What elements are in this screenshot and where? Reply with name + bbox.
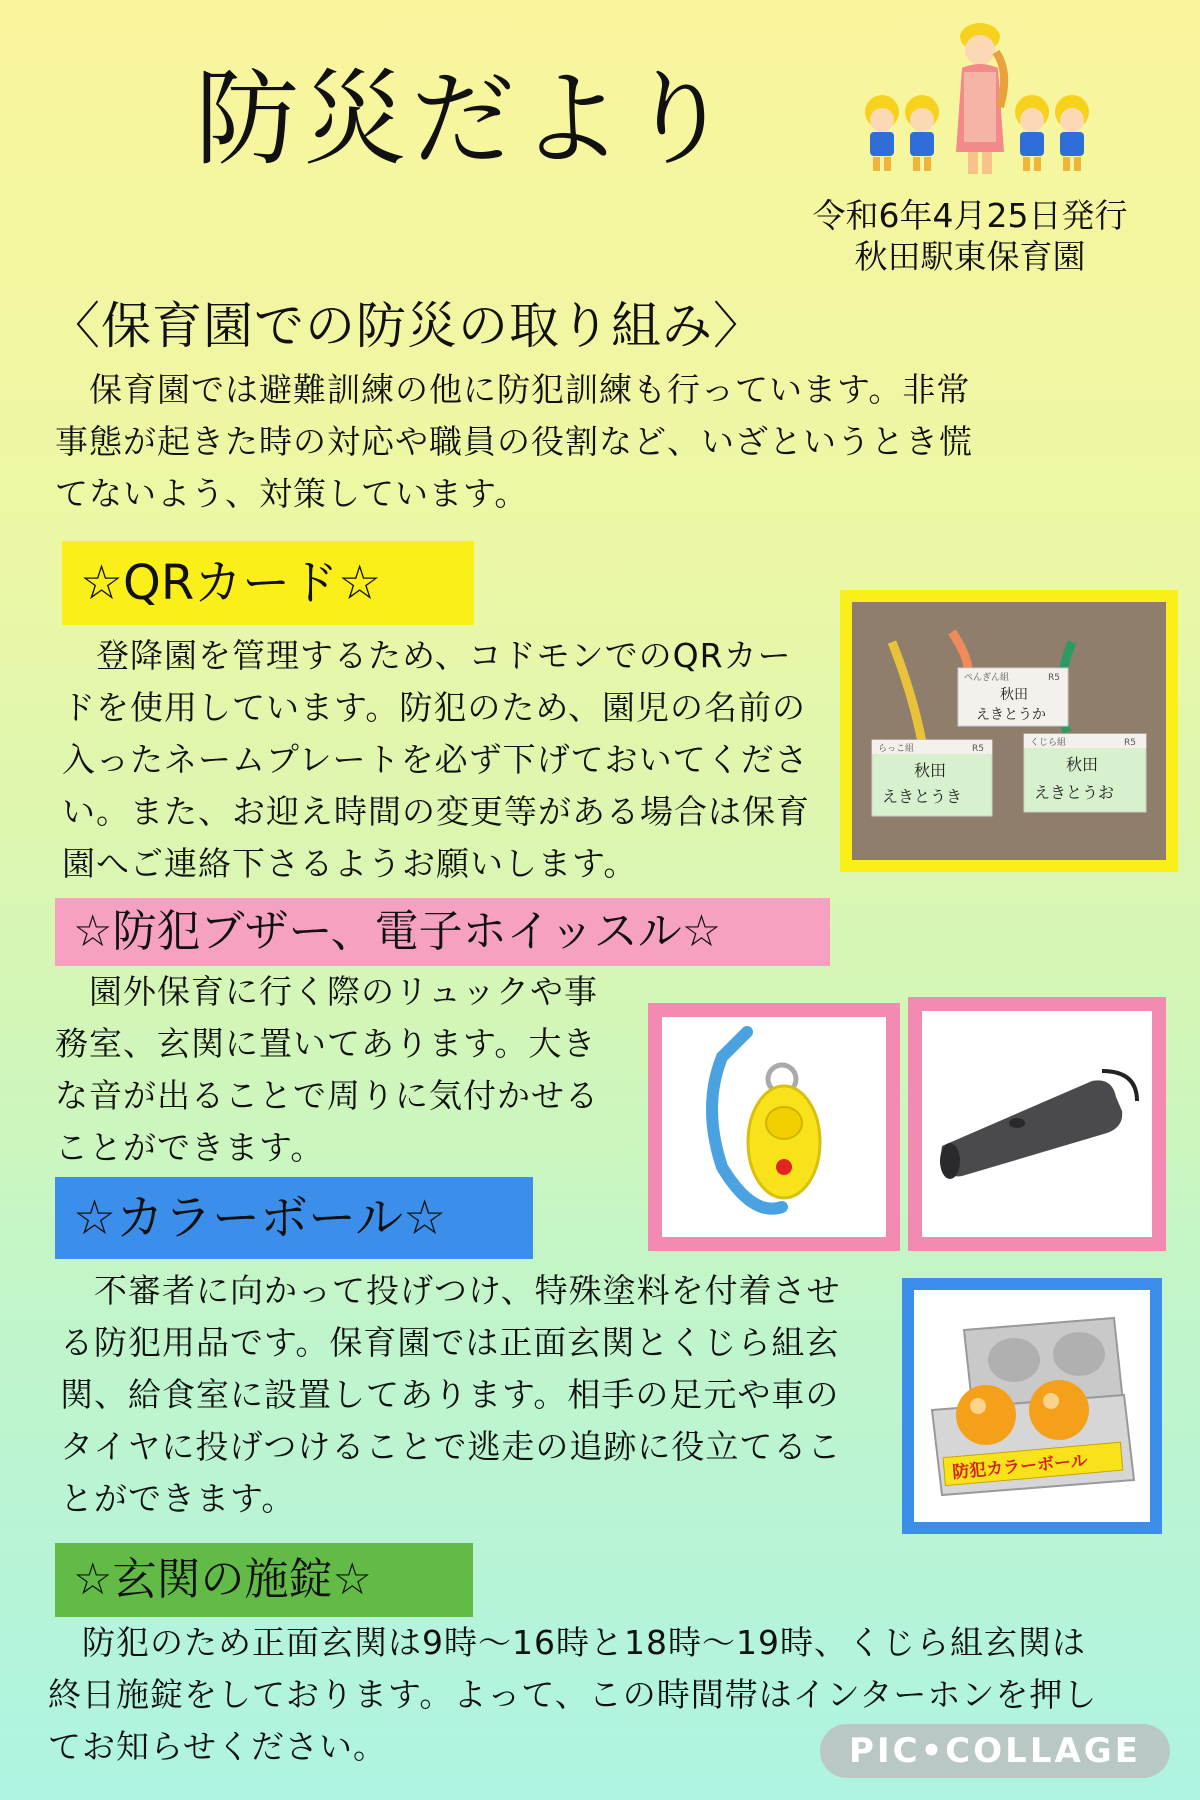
page-title: 防災だより (195, 58, 736, 180)
qr-line: 登降園を管理するため、コドモンでのQRカー (62, 636, 792, 675)
children-illustration (860, 12, 1100, 187)
qr-card-heading: ☆QRカード☆ (62, 541, 474, 625)
electronic-whistle-photo (908, 997, 1166, 1251)
issue-date: 令和6年4月25日発行 (812, 196, 1128, 235)
intro-heading: 〈保育園での防災の取り組み〉 (50, 297, 764, 355)
tag-name: 秋田 (1000, 687, 1028, 703)
color-ball-heading: ☆カラーボール☆ (55, 1177, 533, 1259)
issue-info (790, 195, 1150, 278)
colorball-line: タイヤに投げつけることで逃走の追跡に役立てるこ (60, 1427, 842, 1466)
tag-class-label: くじら組 (1030, 738, 1067, 748)
intro-paragraph (55, 364, 1115, 520)
qr-line: 入ったネームプレートを必ず下げておいてくださ (62, 740, 809, 779)
buzzer-line: ことができます。 (55, 1128, 325, 1167)
tag-name: 秋田 (1066, 755, 1099, 774)
name-tag-photo (840, 590, 1178, 872)
entrance-lock-heading: ☆玄関の施錠☆ (55, 1543, 473, 1617)
intro-line: てないよう、対策しています。 (55, 474, 529, 513)
buzzer-paragraph (55, 966, 655, 1174)
tag-class-label: ぺんぎん組 (964, 673, 1010, 683)
buzzer-line: な音が出ることで周りに気付かせる (55, 1076, 599, 1115)
lock-line: 終日施錠をしております。よって、この時間帯はインターホンを押し (48, 1675, 1098, 1714)
buzzer-heading: ☆防犯ブザー、電子ホイッスル☆ (55, 898, 830, 966)
buzzer-line: 務室、玄関に置いてあります。大き (55, 1024, 597, 1063)
tag-reading: えきとうか (976, 707, 1046, 723)
colorball-line: 関、給食室に設置してあります。相手の足元や車の (60, 1375, 840, 1414)
issuer-name: 秋田駅東保育園 (854, 237, 1086, 277)
tag-reading: えきとうき (882, 787, 963, 806)
qr-line: ドを使用しています。防犯のため、園児の名前の (62, 688, 807, 727)
tag-badge: R5 (1124, 738, 1136, 748)
tag-badge: R5 (1048, 673, 1060, 683)
qr-line: い。また、お迎え時間の変更等がある場合は保育 (62, 792, 810, 831)
color-ball-product-label: 防犯カラーボール (951, 1451, 1089, 1483)
tag-class-label: らっこ組 (878, 744, 915, 754)
intro-line: 保育園では避難訓練の他に防犯訓練も行っています。非常 (55, 370, 971, 409)
tag-badge: R5 (972, 744, 984, 754)
colorball-line: とができます。 (60, 1479, 296, 1518)
pic-collage-watermark: PIC•COLLAGE (820, 1724, 1170, 1778)
intro-line: 事態が起きた時の対応や職員の役割など、いざというとき慌 (55, 422, 973, 461)
color-ball-paragraph (60, 1265, 900, 1525)
qr-line: 園へご連絡下さるようお願いします。 (62, 844, 638, 883)
colorball-line: る防犯用品です。保育園では正面玄関とくじら組玄 (60, 1323, 840, 1362)
tag-name: 秋田 (914, 761, 947, 780)
qr-card-paragraph (62, 630, 842, 890)
lock-line: 防犯のため正面玄関は9時〜16時と18時〜19時、くじら組玄関は (48, 1623, 1086, 1662)
color-ball-photo (902, 1278, 1162, 1534)
tag-reading: えきとうお (1034, 783, 1115, 802)
lock-line: てお知らせください。 (48, 1727, 388, 1766)
alarm-buzzer-photo (648, 1003, 900, 1251)
buzzer-line: 園外保育に行く際のリュックや事 (55, 972, 599, 1011)
colorball-line: 不審者に向かって投げつけ、特殊塗料を付着させ (60, 1271, 841, 1310)
